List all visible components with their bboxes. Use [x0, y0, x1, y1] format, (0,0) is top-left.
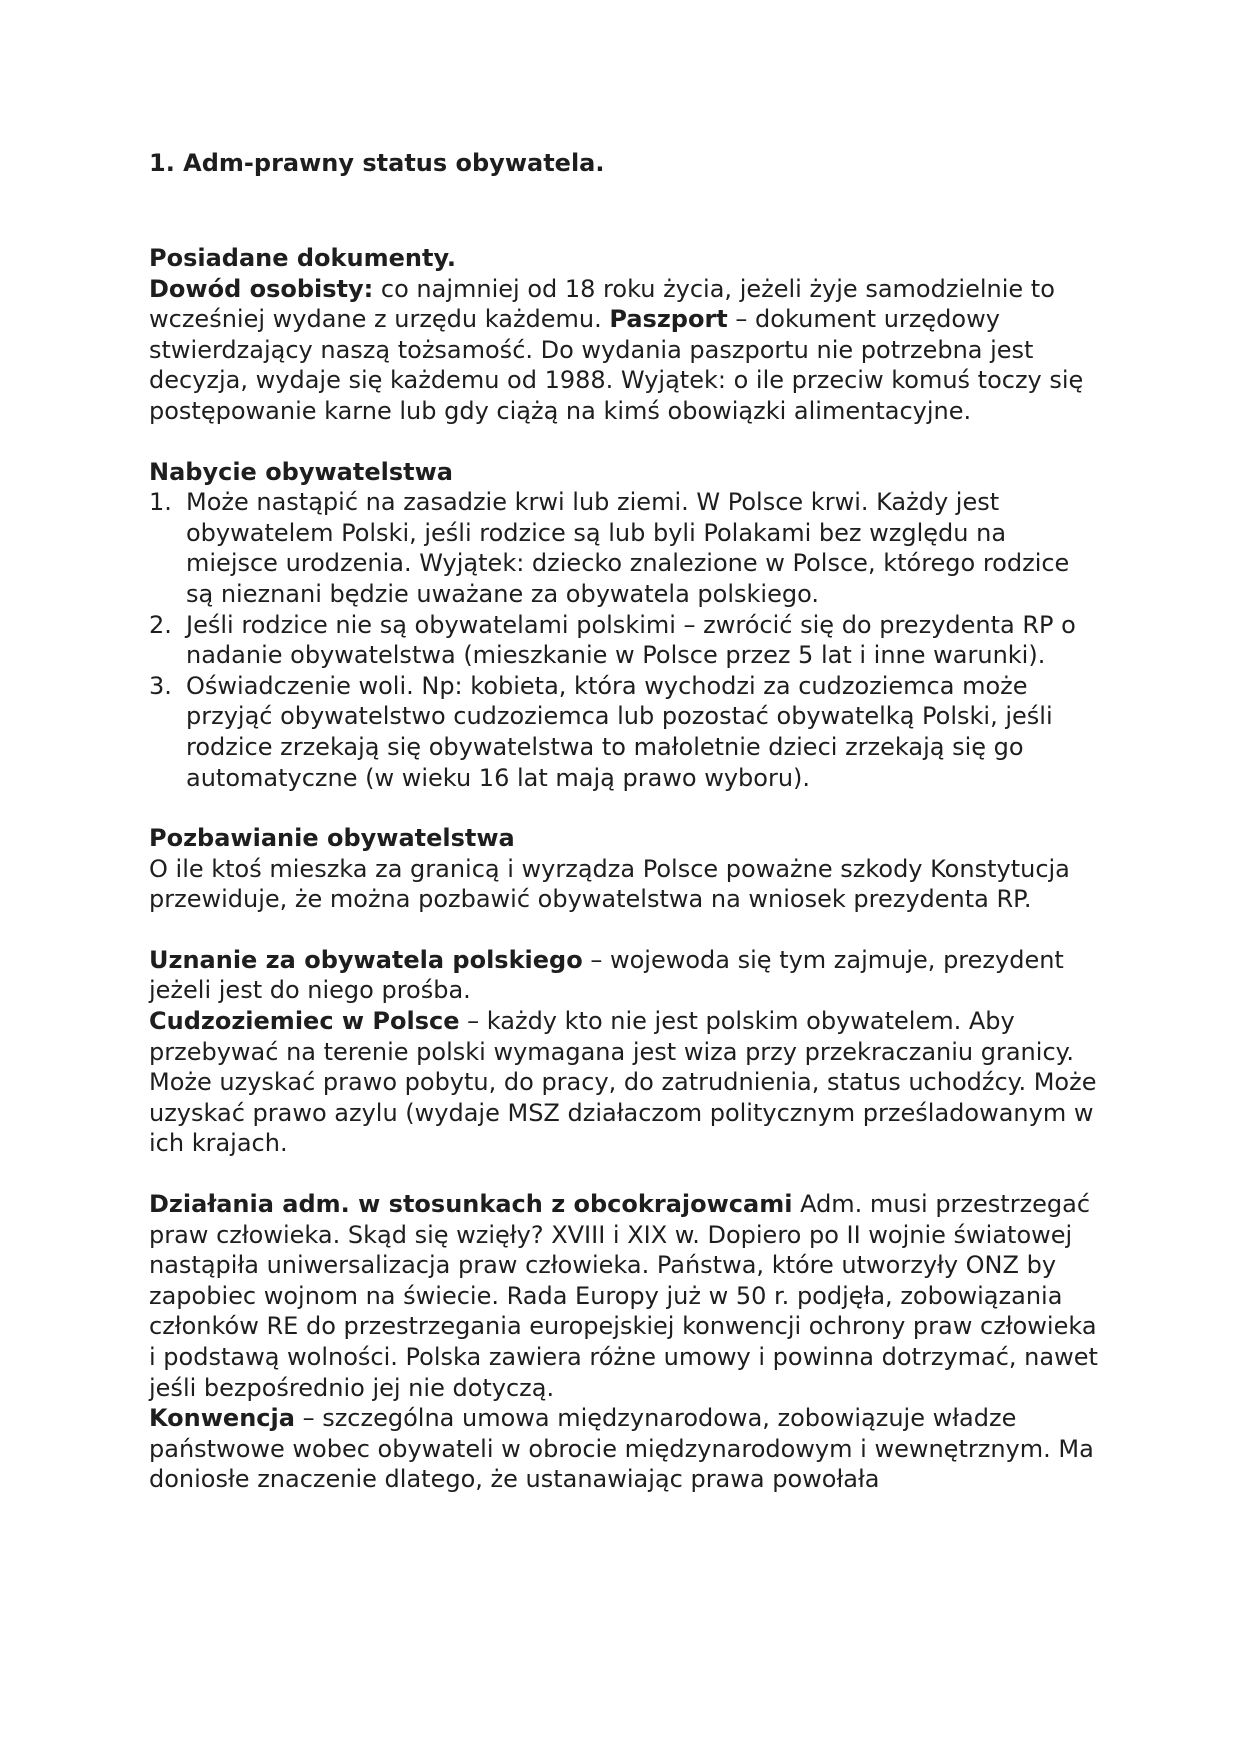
- dzialania-text: Adm. musi przestrzegać praw człowieka. Skąd się wzięły? XVIII i XIX w. Dopiero po II wojnie światowej nastąpiła uniwersalizacja praw człowieka. Państwa, które utworzyły ONZ by zapobiec wojnom na świecie. Rada Europy już w 50 r. podjęła, zobowiązania członków RE do przestrzegania europejskiej konwencji ochrony praw człowieka i podstawą wolności. Polska zawiera różne umowy i powinna dotrzymać, nawet jeśli bezpośrednio jej nie dotyczą.: [149, 1190, 1098, 1402]
- term-dowod: Dowód osobisty:: [149, 274, 374, 303]
- term-cudzoziemiec: Cudzoziemiec w Polsce: [149, 1007, 460, 1036]
- dowod-text: co najmniej od 18 roku życia, jeżeli żyje samodzielnie to wcześniej wydane z urzędu każdemu.: [149, 274, 1055, 334]
- list-item-text: Może nastąpić na zasadzie krwi lub ziemi. W Polsce krwi. Każdy jest obywatelem Polski, jeśli rodzice są lub byli Polakami bez względu na miejsce urodzenia. Wyjątek: dziecko znalezione w Polsce, którego rodzice są nieznani będzie uważane za obywatela polskiego.: [186, 488, 1070, 608]
- term-konwencja: Konwencja: [149, 1404, 295, 1433]
- documents-paragraph: [149, 274, 1099, 427]
- deprivation-paragraph: O ile ktoś mieszka za granicą i wyrządza Polsce poważne szkody Konstytucja przewiduje, że można pozbawić obywatelstwa na wniosek prezydenta RP.: [149, 854, 1070, 914]
- konwencja-text: – szczególna umowa międzynarodowa, zobowiązuje władze państwowe wobec obywateli w obrocie międzynarodowym i wewnętrznym. Ma doniosłe znaczenie dlatego, że ustanawiając prawa powołała: [149, 1404, 1094, 1494]
- list-item-number: 3.: [149, 671, 172, 700]
- term-paszport: Paszport: [609, 305, 728, 334]
- title-spacer: [149, 178, 1099, 243]
- document-page: [149, 148, 1099, 1495]
- foreigner-paragraph: [149, 1006, 1099, 1159]
- section-documents: [149, 243, 1099, 427]
- section-heading-documents: Posiadane dokumenty.: [149, 244, 456, 272]
- document-title: 1. Adm-prawny status obywatela.: [149, 149, 605, 177]
- admin-actions-paragraph: [149, 1189, 1099, 1403]
- list-item: [149, 610, 1099, 671]
- list-item: [149, 487, 1099, 609]
- cudzoziemiec-text: – każdy kto nie jest polskim obywatelem. Aby przebywać na terenie polski wymagana jest wiza przy przekraczaniu granicy. Może uzyskać prawo pobytu, do pracy, do zatrudnienia, status uchodźcy. Może uzyskać prawo azylu (wydaje MSZ działaczom politycznym prześladowanym w ich krajach.: [149, 1007, 1097, 1158]
- term-dzialania: Działania adm. w stosunkach z obcokrajowcami: [149, 1190, 793, 1219]
- uznanie-text: – wojewoda się tym zajmuje, prezydent jeżeli jest do niego prośba.: [149, 945, 1064, 1005]
- list-item-number: 1.: [149, 488, 172, 517]
- paszport-text: – dokument urzędowy stwierdzający naszą tożsamość. Do wydania paszportu nie potrzebna jest decyzja, wydaje się każdemu od 1988. Wyjątek: o ile przeciw komuś toczy się postępowanie karne lub gdy ciążą na kimś obowiązki alimentacyjne.: [149, 305, 1084, 425]
- list-item: [149, 671, 1099, 793]
- section-acquisition: [149, 457, 1099, 794]
- section-heading-acquisition: Nabycie obywatelstwa: [149, 457, 453, 486]
- section-recognition: [149, 945, 1099, 1159]
- section-heading-deprivation: Pozbawianie obywatelstwa: [149, 824, 515, 853]
- acquisition-list: [149, 487, 1099, 793]
- term-uznanie: Uznanie za obywatela polskiego: [149, 945, 583, 974]
- section-admin-actions: [149, 1189, 1099, 1495]
- section-deprivation: [149, 823, 1099, 915]
- list-item-number: 2.: [149, 610, 172, 639]
- list-item-text: Oświadczenie woli. Np: kobieta, która wychodzi za cudzoziemca może przyjąć obywatelstwo cudzoziemca lub pozostać obywatelką Polski, jeśli rodzice zrzekają się obywatelstwa to małoletnie dzieci zrzekają się go automatyczne (w wieku 16 lat mają prawo wyboru).: [186, 671, 1053, 792]
- recognition-paragraph: [149, 945, 1099, 1006]
- list-item-text: Jeśli rodzice nie są obywatelami polskimi – zwrócić się do prezydenta RP o nadanie obywatelstwa (mieszkanie w Polsce przez 5 lat i inne warunki).: [186, 610, 1076, 670]
- convention-paragraph: [149, 1403, 1099, 1495]
